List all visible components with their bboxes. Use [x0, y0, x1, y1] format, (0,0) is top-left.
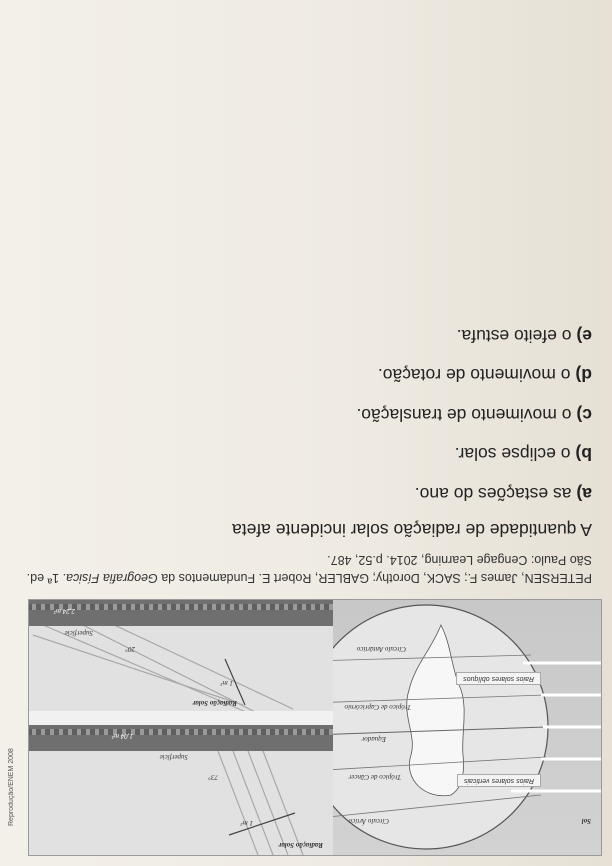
top-angle-label: 73° [208, 773, 218, 781]
antarctic-circle-label: Círculo Antártico [356, 645, 406, 653]
bottom-angle-label: 20° [125, 645, 135, 653]
oblique-rays-tag: Raios solares oblíquos [456, 672, 541, 685]
credit-text-1: PETERSEN, James F.; SACK, Dorothy; GABLER, Robert E. Fundamentos da [161, 571, 592, 585]
option-text: o movimento de translação. [356, 405, 572, 425]
option-letter: b) [575, 444, 592, 465]
sun-label: Sol [581, 817, 591, 825]
top-surface-area: 1,04 m² [111, 732, 133, 740]
incidence-panel [29, 600, 333, 855]
panel-divider [29, 711, 333, 725]
option-e[interactable] [356, 307, 592, 347]
top-area-label: 1 m² [240, 819, 253, 827]
earth-panel [333, 600, 601, 855]
option-b[interactable] [356, 425, 592, 465]
top-area-arrow [229, 813, 295, 835]
option-text: o movimento de rotação. [377, 365, 571, 386]
steep-rays [218, 751, 303, 855]
option-a[interactable] [356, 465, 592, 505]
option-d[interactable] [356, 346, 592, 386]
option-letter: d) [575, 365, 592, 386]
option-text: o eclipse solar. [454, 444, 571, 465]
equator-label: Equador [361, 735, 386, 743]
tropic-capricorn-label: Trópico de Capricórnio [344, 703, 411, 711]
bottom-ray-label: Radiação Solar [192, 699, 237, 707]
radiation-figure [28, 599, 602, 856]
option-letter: a) [576, 484, 592, 504]
bottom-surface-area: 2,24 m² [53, 607, 75, 615]
arctic-circle-label: Círculo Ártico [348, 817, 389, 825]
top-ray-label: Radiação Solar [278, 841, 323, 849]
top-ground [29, 725, 333, 751]
bottom-area-label: 1 m² [220, 679, 233, 687]
option-letter: c) [576, 405, 592, 425]
credit-text-2: . 1ª ed. São Paulo: Cengage Learning, 2014. p.52, 487. [26, 552, 592, 585]
credit-book-title: Geografia Física [66, 571, 158, 585]
top-surface-label: Superfície [159, 753, 188, 761]
source-credit [20, 551, 592, 587]
option-letter: e) [576, 326, 592, 346]
tropic-cancer-label: Trópico de Câncer [348, 773, 401, 781]
option-c[interactable] [356, 386, 592, 426]
option-text: o efeito estufa. [456, 326, 572, 346]
bottom-surface-label: Superfície [64, 629, 93, 637]
question-stem: A quantidade de radiação solar incidente afeta [232, 520, 592, 540]
vertical-rays-tag: Raios solares verticais [457, 774, 541, 787]
reproduction-note: Reprodução/ENEM 2008 [8, 748, 15, 826]
answer-options [356, 307, 592, 505]
option-text: as estações do ano. [414, 484, 572, 504]
